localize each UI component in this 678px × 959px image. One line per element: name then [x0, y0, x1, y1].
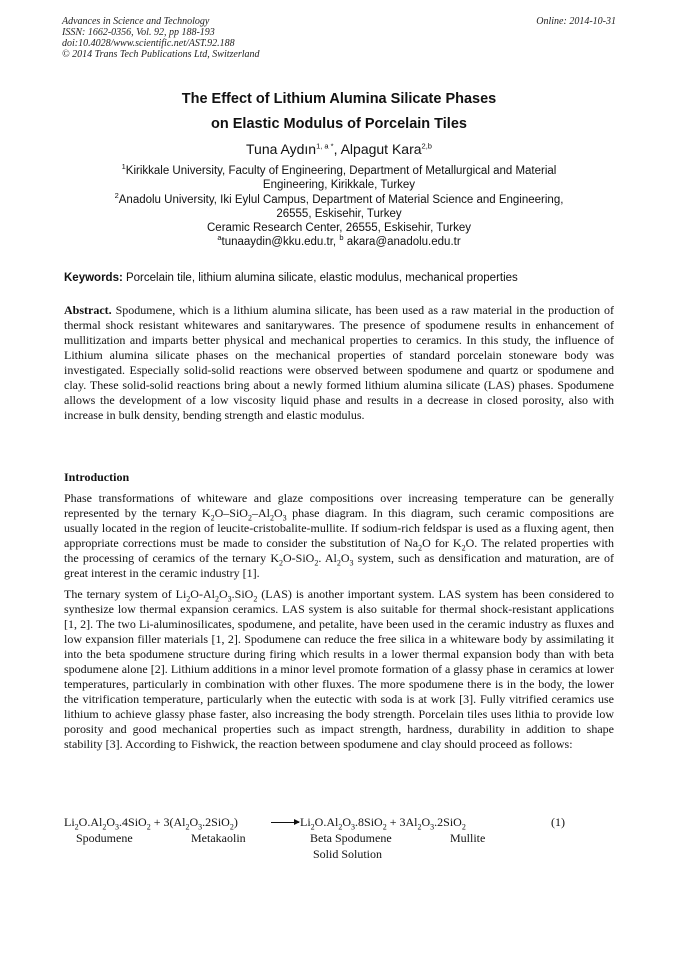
intro-paragraph-2: The ternary system of $Li_2O-Al_2O_3.SiO_2$ (LAS) is another important system. LAS system has been considered to synthesize low thermal expansion ceramics. LAS system is also suitable for thermal shock-resistant applications [1, 2]. The two Li-aluminosilicates, spodumene, and petalite, have been used in the ceramic industry as fluxes and low expansion filler materials [1, 2]. Spodumene can reduce the free silica in a whiteware body by assimilating it into the beta spodumene structure during firing which results in a lower thermal expansion body than with beta spodumene alone [2]. Lithium additions in a minor level promote formation of a glassy phase in ceramics at lower temperatures, particularly in combination with other fluxes. The more spodumene there is in the body, the lower the vitrification temperature, particularly when the eutectic with soda is at work [3]. Fully vitrified ceramics use lithium to achieve glassy phase faster, also increasing the body strength. Porcelain tiles uses lithia to provide low porosity and good mechanical properties such as impact strength, hardness, durability in addition to shape stability [3]. According to Fishwick, the reaction between spodumene and clay should proceed as follows: — [64, 587, 614, 751]
affiliation-2-line-2: 26555, Eskisehir, Turkey — [276, 208, 402, 220]
label-metakaolin: Metakaolin — [191, 831, 246, 845]
affiliation-1-line-2: Engineering, Kirikkale, Turkey — [262, 179, 416, 191]
affiliation-1 — [80, 164, 598, 192]
author-1-affil: 1, a * — [316, 141, 334, 151]
label-mullite: Mullite — [450, 831, 486, 845]
journal-name: Advances in Science and Technology — [62, 16, 210, 27]
abstract-text: Spodumene, which is a lithium alumina silicate, has been used as a raw material in the production of thermal shock resistant whitewares and sanitarywares. The presence of spodumene results in enhancement of mullitization and imparts better physical and mechanical properties to ceramics. In this study, the influence of Lithium alumina silicate phases on the mechanical properties of standard porcelain stoneware body was investigated. Especially solid-solid reactions were observed between spodumene and quartz or spodumene and clay. These solid-solid reactions bring about a newly formed lithium alumina silicate (LAS) phases. Spodumene allows the development of a low viscosity liquid phase and results in a decrease in closed porosity, also with increase in bulk density, bending strength and elastic modulus. — [64, 303, 614, 422]
affiliation-2-line-3: Ceramic Research Center, 26555, Eskisehir, Turkey — [207, 222, 471, 234]
author-2-affil: 2,b — [421, 141, 432, 151]
abstract-label: Abstract. — [64, 303, 112, 317]
abstract — [64, 303, 614, 423]
paper-title-line-2: on Elastic Modulus of Porcelain Tiles — [211, 116, 467, 132]
affiliation-2-line-1: Anadolu University, Iki Eylul Campus, Department of Material Science and Engineering, — [118, 194, 564, 206]
affiliation-1-line-1: Kirikkale University, Faculty of Engineering, Department of Metallurgical and Material — [125, 165, 557, 177]
equation-number: (1) — [551, 815, 565, 829]
affiliation-2 — [80, 193, 598, 249]
keywords-label: Keywords: — [64, 272, 123, 284]
keywords — [64, 272, 616, 284]
equation-lhs: $Li_2O.Al_2O_3.4SiO_2 + 3(Al_2O_3.2SiO_2)$ — [64, 815, 238, 832]
issn: ISSN: 1662-0356, Vol. 92, pp 188-193 — [62, 27, 215, 38]
label-beta-spodumene: Beta Spodumene — [310, 831, 392, 845]
copyright: © 2014 Trans Tech Publications Ltd, Switzerland — [62, 49, 260, 60]
reaction-arrow-icon — [271, 822, 299, 823]
email-a-link[interactable]: tunaaydin@kku.edu.tr — [221, 236, 333, 248]
affiliation-1-marker: 1 — [121, 162, 126, 172]
author-2: Alpagut Kara — [340, 141, 422, 157]
online-date: Online: 2014-10-31 — [536, 16, 616, 27]
paper-title-line-1: The Effect of Lithium Alumina Silicate Phases — [181, 91, 497, 107]
author-list — [0, 141, 678, 157]
section-heading-introduction: Introduction — [64, 470, 130, 484]
journal-header — [62, 16, 616, 60]
email-b-link[interactable]: akara@anadolu.edu.tr — [346, 236, 461, 248]
email-a-marker: a — [217, 233, 222, 243]
email-b-marker: b — [339, 233, 344, 243]
email-line: $^a$tunaaydin@kku.edu.tr, $^b$ akara@anadolu.edu.tr — [217, 233, 461, 248]
author-separator: , — [333, 141, 341, 157]
keywords-text: Porcelain tile, lithium alumina silicate, elastic modulus, mechanical properties — [122, 272, 518, 284]
label-solid-solution: Solid Solution — [313, 847, 383, 861]
author-1: Tuna Aydın — [246, 141, 317, 157]
intro-paragraph-1: Phase transformations of whiteware and glaze compositions over increasing temperature can be generally represented by the ternary $K_2O-SiO_2-Al_2O_3$ phase diagram. In this diagram, such ceramic compositions are usually located in the region of leucite-cristobalite-mullite. If sodium-rich feldspar is used as a fluxing agent, then appropriate corrections must be made to consider the substitution of $Na_2O$ for $K_2O$. The related properties with the processing of ceramics of the ternary $K_2O-SiO_2$. $Al_2O_3$ system, such as densification and maturation, are of great interest in the ceramic industry [1]. — [64, 491, 615, 580]
equation-rhs: $Li_2O.Al_2O_3.8SiO_2 + 3Al_2O_3.2SiO_2$ — [300, 815, 466, 832]
affiliation-2-marker: 2 — [114, 191, 119, 201]
doi: doi:10.4028/www.scientific.net/AST.92.188 — [62, 38, 235, 49]
label-spodumene: Spodumene — [76, 831, 133, 845]
